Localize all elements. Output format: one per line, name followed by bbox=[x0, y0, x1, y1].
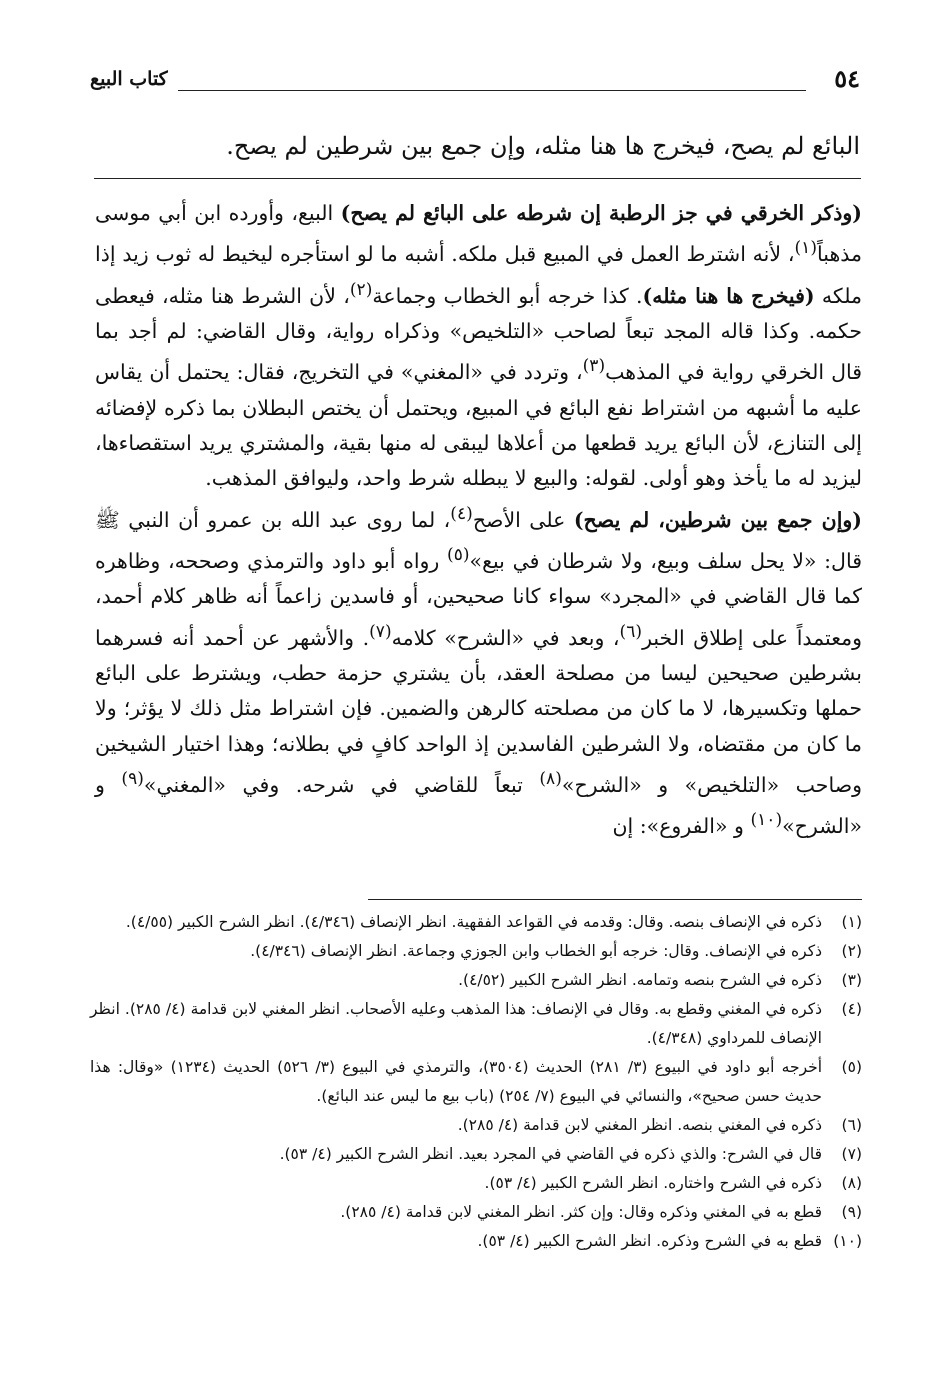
commentary-text: ، وبعد في «الشرح» كلامه bbox=[391, 625, 620, 650]
commentary-paragraph bbox=[95, 196, 862, 497]
commentary-text: ، لما روى عبد الله بن عمرو أن النبي ﷺ قال: «لا يحل سلف وبيع، ولا شرطان في بيع» bbox=[95, 507, 862, 573]
footnote-number: (٦) bbox=[841, 1116, 862, 1134]
footnote-item bbox=[90, 1053, 862, 1111]
footnote-number: (٩) bbox=[841, 1203, 862, 1221]
footnote-text: ذكره في المغني بنصه. انظر المغني لابن قدامة (٤/ ٢٨٥). bbox=[457, 1116, 822, 1134]
footnote-item bbox=[90, 937, 862, 966]
matn-quote: (فيخرج ها هنا مثله) bbox=[642, 283, 815, 308]
footnote-ref[interactable]: (٥) bbox=[447, 544, 470, 565]
footnote-item bbox=[90, 1111, 862, 1140]
header-rule bbox=[178, 90, 806, 91]
footnote-number: (٨) bbox=[841, 1174, 862, 1192]
footnote-number: (٧) bbox=[841, 1145, 862, 1163]
page-header bbox=[90, 64, 860, 104]
footnote-text: أخرجه أبو داود في البيوع (٣/ ٢٨١) الحديث (٣٥٠٤)، والترمذي في البيوع (٣/ ٥٢٦) الحديث (١٢٣٤) «وقال: هذا حديث حسن صحيح»، والنسائي في البيوع (٧/ ٢٥٤) (باب بيع ما ليس عند البائع). bbox=[90, 1058, 823, 1105]
footnote-text: ذكره في الإنصاف بنصه. وقال: وقدمه في القواعد الفقهية. انظر الإنصاف (٤/٣٤٦). انظر الشرح الكبير (٤/٥٥). bbox=[125, 913, 822, 931]
commentary-text: على الأصح bbox=[472, 507, 574, 532]
commentary-text: و «الفروع»: إن bbox=[612, 814, 751, 839]
footnote-item bbox=[90, 908, 862, 937]
footnote-text: ذكره في المغني وقطع به. وقال في الإنصاف: هذا المذهب وعليه الأصحاب. انظر المغني لابن قدامة (٤/ ٢٨٥). انظر الإنصاف للمرداوي (٤/٣٤٨). bbox=[90, 1000, 822, 1047]
footnote-text: قطع به في المغني وذكره وقال: وإن كثر. انظر المغني لابن قدامة (٤/ ٢٨٥). bbox=[340, 1203, 822, 1221]
chapter-title: كتاب البيع bbox=[90, 68, 168, 90]
footnote-text: قطع به في الشرح وذكره. انظر الشرح الكبير (٤/ ٥٣). bbox=[477, 1232, 822, 1250]
footnote-ref[interactable]: (١) bbox=[794, 238, 818, 259]
footnote-number: (٥) bbox=[841, 1058, 862, 1076]
footnote-item bbox=[90, 1169, 862, 1198]
commentary bbox=[95, 196, 862, 845]
footnote-number: (٣) bbox=[841, 971, 862, 989]
commentary-text: . والأشهر عن أحمد أنه فسرهما بشرطين صحيحين ليسا من مصلحة العقد، بأن يشتري حزمة حطب، ويشترط على البائع حملها وتكسيرها، لا ما كان من مصلحته كالرهن والضمين. فإن اشتراط مثل ذلك لا يؤثر؛ ولا ما كان من مقتضاه، ولا الشرطين الفاسدين إذ الواحد كافٍ في بطلانه؛ وهذا اختيار الشيخين وصاحب «التلخيص» و «الشرح» bbox=[95, 625, 862, 797]
footnotes bbox=[90, 908, 862, 1256]
matn-text: البائع لم يصح، فيخرج ها هنا مثله، وإن جمع بين شرطين لم يصح. bbox=[226, 132, 860, 160]
matn-separator bbox=[94, 178, 861, 179]
commentary-text: ، لأنه اشترط العمل في المبيع قبل ملكه. أشبه ما لو استأجره ليخيط له ثوب زيد إذا ملكه bbox=[95, 242, 862, 308]
footnote-ref[interactable]: (٣) bbox=[582, 356, 606, 377]
footnote-number: (٤) bbox=[841, 1000, 862, 1018]
footnote-text: ذكره في الشرح بنصه وتمامه. انظر الشرح الكبير (٤/٥٢). bbox=[458, 971, 822, 989]
commentary-text: . كذا خرجه أبو الخطاب وجماعة bbox=[372, 283, 643, 308]
footnote-item bbox=[90, 1140, 862, 1169]
footnote-text: قال في الشرح: والذي ذكره في القاضي في المجرد بعيد. انظر الشرح الكبير (٤/ ٥٣). bbox=[279, 1145, 822, 1163]
footnote-ref[interactable]: (٢) bbox=[349, 279, 373, 300]
commentary-text: تبعاً للقاضي في شرحه. وفي «المغني» bbox=[143, 772, 540, 797]
footnote-number: (١) bbox=[841, 913, 862, 931]
commentary-text: ، لأن الشرط هنا مثله، فيعطى حكمه. وكذا قاله المجد تبعاً لصاحب «التلخيص» وذكراه رواية، وقال القاضي: لم أجد بما قال الخرقي رواية في المذهب bbox=[95, 283, 863, 385]
footnote-item bbox=[90, 1198, 862, 1227]
commentary-text: رواه أبو داود والترمذي وصححه، وظاهره كما قال القاضي في «المجرد» سواء كانا صحيحين، أو فاسدين زاعماً أنه ظاهر كلام أحمد، ومعتمداً على إطلاق الخبر bbox=[95, 548, 862, 650]
page-number: ٥٤ bbox=[834, 64, 860, 93]
commentary-text: البيع، وأورده ابن أبي موسى مذهباً bbox=[95, 201, 862, 267]
footnote-item bbox=[90, 1227, 862, 1256]
footnote-text: ذكره في الشرح واختاره. انظر الشرح الكبير (٤/ ٥٣). bbox=[484, 1174, 822, 1192]
matn-quote: (وإن جمع بين شرطين، لم يصح) bbox=[573, 507, 863, 532]
footnote-ref[interactable]: (٦) bbox=[619, 621, 643, 642]
footnote-ref[interactable]: (٧) bbox=[369, 621, 392, 642]
matn-quote: (وذكر الخرقي في جز الرطبة إن شرطه على البائع لم يصح) bbox=[340, 201, 862, 225]
footnote-ref[interactable]: (٨) bbox=[539, 769, 562, 790]
footnote-number: (٢) bbox=[841, 942, 862, 960]
footnote-ref[interactable]: (٩) bbox=[121, 769, 144, 790]
commentary-text: و «الشرح» bbox=[95, 772, 862, 839]
footnote-text: ذكره في الإنصاف. وقال: خرجه أبو الخطاب وابن الجوزي وجماعة. انظر الإنصاف (٤/٣٤٦). bbox=[250, 942, 822, 960]
footnote-item bbox=[90, 966, 862, 995]
footnote-separator bbox=[368, 899, 862, 900]
commentary-text: ، وتردد في «المغني» في التخريج، فقال: يحتمل أن يقاس عليه ما أشبهه من اشتراط نفع البائع في المبيع، ويحتمل أن يختص البطلان بما ذكره لإفضائه إلى التنازع، لأن البائع يريد قطعها من أعلاها ليبقى له منها بقية، والمشتري يريد استقصاءها، ليزيد له ما يأخذ وهو أولى. لقوله: والبيع لا يبطله شرط واحد، وليوافق المذهب. bbox=[95, 360, 862, 491]
commentary-paragraph bbox=[95, 497, 862, 845]
footnote-number: (١٠) bbox=[833, 1232, 862, 1250]
footnote-item bbox=[90, 995, 862, 1053]
footnote-ref[interactable]: (١٠) bbox=[750, 810, 783, 831]
footnote-ref[interactable]: (٤) bbox=[450, 503, 473, 524]
